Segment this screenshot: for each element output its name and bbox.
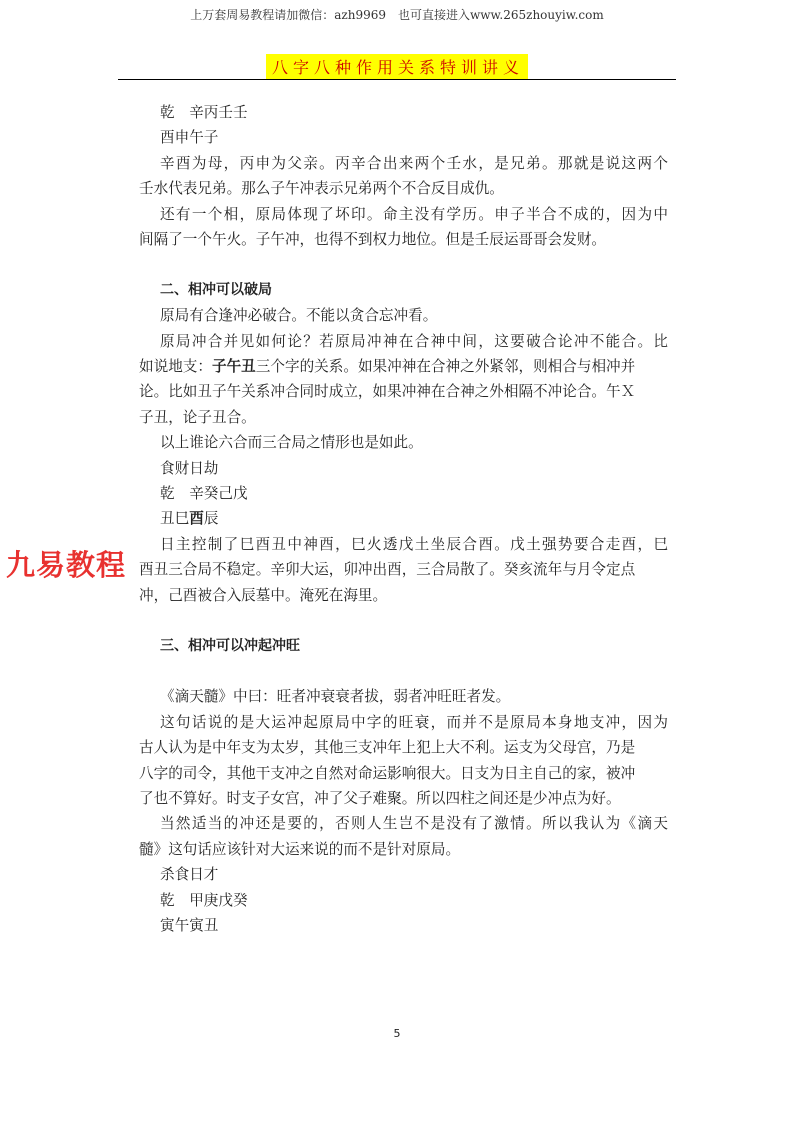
document-body bbox=[139, 100, 668, 938]
paragraph-line: 《滴天髓》中曰：旺者冲衰衰者拔，弱者冲旺旺者发。 bbox=[160, 688, 511, 706]
header-notice: 上万套周易教程请加微信：azh9969 也可直接进入www.265zhouyiw.com bbox=[190, 8, 604, 22]
bold-term: 子午丑 bbox=[211, 358, 256, 376]
chart-line: 杀食日才 bbox=[160, 866, 219, 884]
spacer bbox=[160, 608, 668, 633]
paragraph-line bbox=[139, 354, 668, 379]
paragraph-line: 了也不算好。时支子女宫，冲了父子难聚。所以四柱之间还是少冲点为好。 bbox=[139, 789, 621, 807]
section-heading: 二、相冲可以破局 bbox=[160, 281, 272, 298]
bold-term: 酉 bbox=[189, 510, 204, 528]
chart-line bbox=[160, 506, 668, 531]
text-run: 丑巳 bbox=[160, 510, 190, 528]
spacer bbox=[160, 659, 668, 684]
text-run: 辰 bbox=[203, 510, 219, 528]
text-run: 如说地支： bbox=[139, 358, 212, 376]
paragraph-line: 酉丑三合局不稳定。辛卯大运，卯冲出酉，三合局散了。癸亥流年与月令定点 bbox=[139, 561, 636, 579]
paragraph-line: 间隔了一个午火。子午冲，也得不到权力地位。但是壬辰运哥哥会发财。 bbox=[139, 231, 607, 249]
watermark-logo: 九易教程 bbox=[6, 548, 127, 582]
chart-line: 乾 辛癸己戊 bbox=[160, 485, 248, 503]
paragraph-line: 原局有合逢冲必破合。不能以贪合忘冲看。 bbox=[160, 307, 438, 325]
chart-line: 乾 甲庚戊癸 bbox=[160, 891, 248, 909]
paragraph-line: 论。比如丑子午关系冲合同时成立，如果冲神在合神之外相隔不冲论合。午Ｘ bbox=[139, 383, 636, 401]
paragraph-line: 子丑，论子丑合。 bbox=[139, 408, 256, 426]
title-wrap bbox=[118, 54, 676, 80]
header-divider bbox=[118, 79, 676, 80]
chart-line: 寅午寅丑 bbox=[160, 916, 219, 934]
chart-line: 食财日劫 bbox=[160, 459, 219, 477]
paragraph-line: 古人认为是中年支为太岁，其他三支冲年上犯上大不利。运支为父母宫，乃是 bbox=[139, 739, 636, 757]
chart-line: 酉申午子 bbox=[160, 129, 219, 147]
section-heading: 三、相冲可以冲起冲旺 bbox=[160, 637, 300, 654]
paragraph-line: 还有一个相，原局体现了坏印。命主没有学历。申子半合不成的，因为中 bbox=[160, 205, 668, 223]
document-title: 八字八种作用关系特训讲义 bbox=[266, 54, 528, 80]
paragraph-line: 日主控制了巳酉丑中神酉，巳火透戊土坐辰合酉。戊土强势要合走酉，巳 bbox=[160, 535, 668, 553]
paragraph-line: 冲，己酉被合入辰墓中。淹死在海里。 bbox=[139, 586, 388, 604]
paragraph-line: 以上谁论六合而三合局之情形也是如此。 bbox=[160, 434, 423, 452]
paragraph-line: 辛酉为母，丙申为父亲。丙辛合出来两个壬水，是兄弟。那就是说这两个 bbox=[160, 154, 668, 172]
paragraph-line: 当然适当的冲还是要的，否则人生岂不是没有了激情。所以我认为《滴天 bbox=[160, 815, 668, 833]
paragraph-line: 壬水代表兄弟。那么子午冲表示兄弟两个不合反目成仇。 bbox=[139, 180, 504, 198]
page-number: 5 bbox=[393, 1027, 401, 1040]
spacer bbox=[160, 252, 668, 277]
text-run: 三个字的关系。如果冲神在合神之外紧邻，则相合与相冲并 bbox=[255, 358, 636, 376]
paragraph-line: 原局冲合并见如何论？若原局冲神在合神中间，这要破合论冲不能合。比 bbox=[160, 332, 668, 350]
paragraph-line: 八字的司令，其他干支冲之自然对命运影响很大。日支为日主自己的家，被冲 bbox=[139, 764, 636, 782]
paragraph-line: 髓》这句话应该针对大运来说的而不是针对原局。 bbox=[139, 840, 461, 858]
chart-line: 乾 辛丙壬壬 bbox=[160, 104, 248, 121]
paragraph-line: 这句话说的是大运冲起原局中字的旺衰，而并不是原局本身地支冲，因为 bbox=[160, 713, 668, 731]
